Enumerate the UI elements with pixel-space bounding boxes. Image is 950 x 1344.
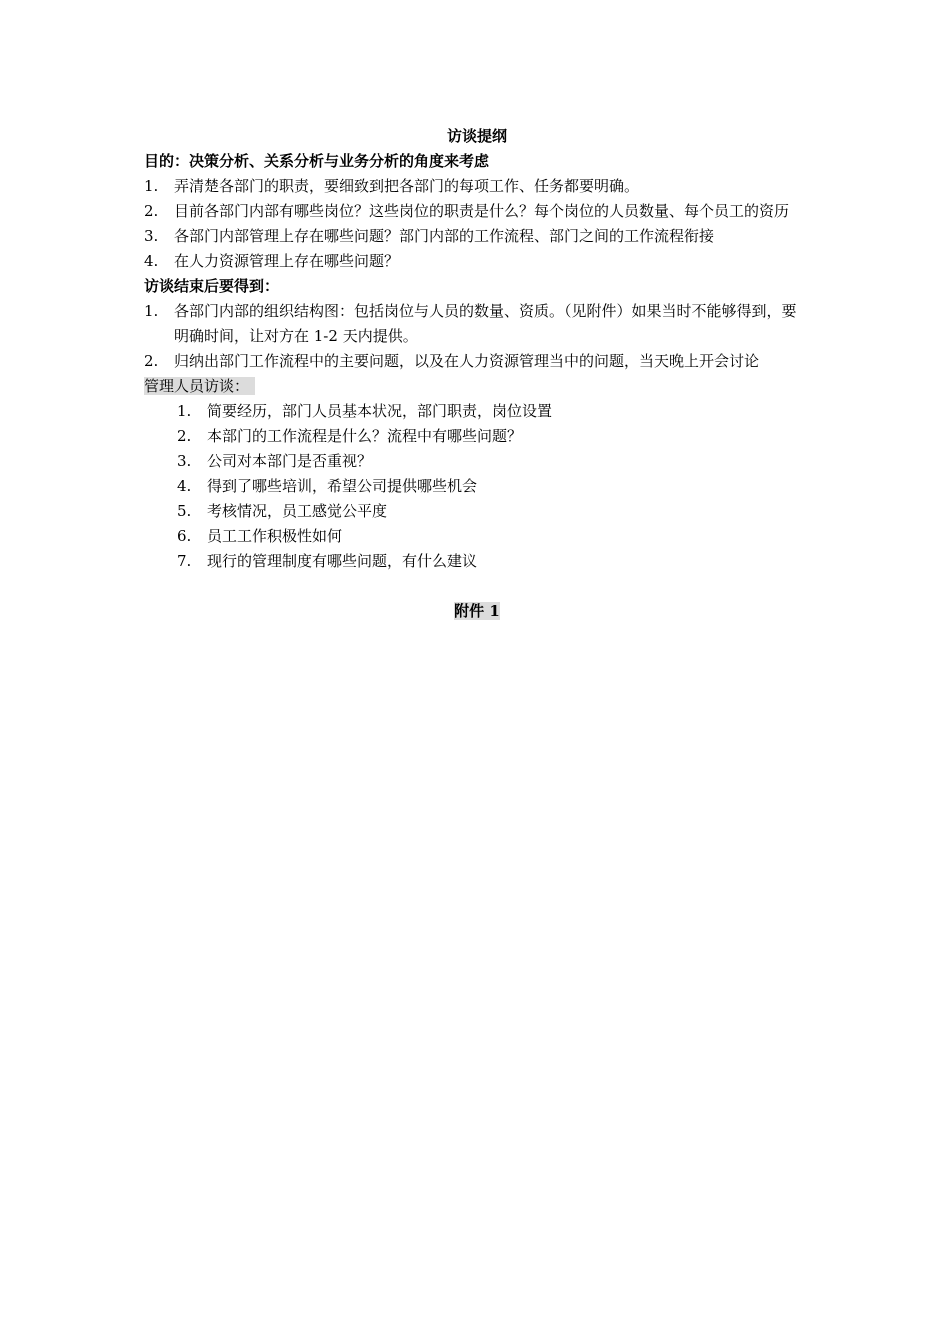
list-number: 4. xyxy=(144,252,159,270)
list-text: 在人力资源管理上存在哪些问题？ xyxy=(174,252,400,270)
list-item xyxy=(144,474,810,499)
list-number: 7. xyxy=(177,552,192,570)
list-item xyxy=(144,199,810,224)
list-text: 弄清楚各部门的职责，要细致到把各部门的每项工作、任务都要明确。 xyxy=(174,177,640,195)
outcome-list xyxy=(144,299,810,374)
list-text: 目前各部门内部有哪些岗位？这些岗位的职责是什么？每个岗位的人员数量、每个员工的资历 xyxy=(174,202,790,220)
list-item xyxy=(144,299,810,349)
list-number: 1. xyxy=(144,177,159,195)
list-item xyxy=(144,174,810,199)
list-text: 得到了哪些培训，希望公司提供哪些机会 xyxy=(207,477,478,495)
list-text: 考核情况，员工感觉公平度 xyxy=(207,502,388,520)
list-text: 员工工作积极性如何 xyxy=(207,527,343,545)
attachment-title-text: 附件 1 xyxy=(454,602,500,620)
list-item xyxy=(144,249,810,274)
list-item xyxy=(144,349,810,374)
list-text: 简要经历，部门人员基本状况，部门职责，岗位设置 xyxy=(207,402,553,420)
list-item xyxy=(144,449,810,474)
list-number: 2. xyxy=(144,202,159,220)
purpose-list xyxy=(144,174,810,274)
list-text: 公司对本部门是否重视？ xyxy=(207,452,373,470)
outcome-heading: 访谈结束后要得到： xyxy=(144,277,280,295)
list-number: 1. xyxy=(177,402,192,420)
list-number: 6. xyxy=(177,527,192,545)
list-text: 归纳出部门工作流程中的主要问题，以及在人力资源管理当中的问题，当天晚上开会讨论 xyxy=(174,352,760,370)
list-item xyxy=(144,424,810,449)
document-title: 访谈提纲 xyxy=(446,127,507,145)
list-item xyxy=(144,399,810,424)
list-number: 2. xyxy=(144,352,159,370)
manager-interview-label xyxy=(144,374,810,399)
list-item xyxy=(144,549,810,574)
list-item xyxy=(144,524,810,549)
manager-interview-list xyxy=(144,399,810,574)
list-number: 4. xyxy=(177,477,192,495)
list-item xyxy=(144,499,810,524)
list-number: 3. xyxy=(177,452,192,470)
list-text: 本部门的工作流程是什么？流程中有哪些问题？ xyxy=(207,427,523,445)
attachment-title xyxy=(144,599,810,624)
list-number: 3. xyxy=(144,227,159,245)
manager-interview-label-text: 管理人员访谈： xyxy=(144,377,255,395)
purpose-heading: 目的：决策分析、关系分析与业务分析的角度来考虑 xyxy=(144,152,490,170)
list-text: 各部门内部管理上存在哪些问题？部门内部的工作流程、部门之间的工作流程衔接 xyxy=(174,227,715,245)
list-number: 2. xyxy=(177,427,192,445)
list-text: 现行的管理制度有哪些问题，有什么建议 xyxy=(207,552,478,570)
list-number: 1. xyxy=(144,302,159,320)
document-page xyxy=(144,124,810,624)
list-text: 各部门内部的组织结构图：包括岗位与人员的数量、资质。（见附件）如果当时不能够得到，要明确时间，让对方在 1-2 天内提供。 xyxy=(174,302,797,345)
list-item xyxy=(144,224,810,249)
list-number: 5. xyxy=(177,502,192,520)
